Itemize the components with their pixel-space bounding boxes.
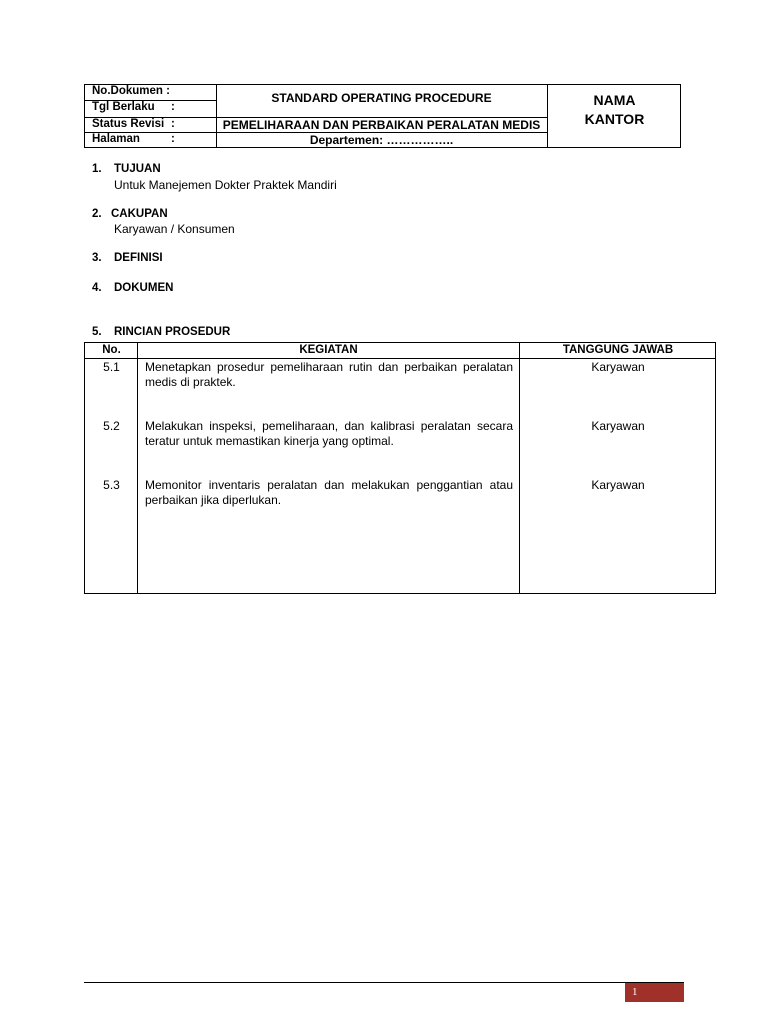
- column-header-no: No.: [102, 344, 121, 356]
- office-name-line2: KANTOR: [584, 111, 645, 127]
- procedure-table: [84, 342, 716, 594]
- row-tanggung-jawab: Karyawan: [591, 360, 645, 374]
- row-kegiatan: Memonitor inventaris peralatan dan melakukan penggantian atau perbaikan jika diperlukan.: [145, 478, 513, 507]
- document-subtitle: PEMELIHARAAN DAN PERBAIKAN PERALATAN MEDIS: [222, 118, 541, 132]
- row-kegiatan: Melakukan inspeksi, pemeliharaan, dan kalibrasi peralatan secara teratur untuk memastikan kinerja yang optimal.: [145, 419, 513, 448]
- page-number-badge: [625, 983, 684, 1002]
- table-column-divider: [137, 343, 138, 593]
- section-body-cakupan: Karyawan / Konsumen: [114, 222, 235, 236]
- row-kegiatan: Menetapkan prosedur pemeliharaan rutin dan perbaikan peralatan medis di praktek.: [145, 360, 513, 389]
- section-number: 2.: [92, 208, 102, 220]
- section-number: 5.: [92, 326, 102, 338]
- department-field: Departemen: ……………..: [309, 133, 454, 147]
- row-number: 5.1: [103, 360, 120, 374]
- column-header-kegiatan: KEGIATAN: [299, 344, 358, 356]
- column-header-tanggung-jawab: TANGGUNG JAWAB: [562, 344, 674, 356]
- document-title: STANDARD OPERATING PROCEDURE: [271, 91, 492, 105]
- meta-colon: :: [171, 101, 175, 113]
- row-number: 5.2: [103, 419, 120, 433]
- section-body-tujuan: Untuk Manejemen Dokter Praktek Mandiri: [114, 178, 337, 192]
- section-number: 4.: [92, 282, 102, 294]
- meta-no-dokumen: No.Dokumen :: [92, 85, 170, 97]
- page-number: 1: [632, 986, 638, 998]
- footer-rule: [84, 982, 684, 983]
- meta-tgl-berlaku: Tgl Berlaku: [92, 101, 155, 113]
- section-title-definisi: DEFINISI: [114, 252, 163, 264]
- row-tanggung-jawab: Karyawan: [591, 419, 645, 433]
- section-title-rincian-prosedur: RINCIAN PROSEDUR: [114, 326, 231, 338]
- meta-status-revisi: Status Revisi: [92, 118, 165, 130]
- row-tanggung-jawab: Karyawan: [591, 478, 645, 492]
- office-name-line1: NAMA: [593, 92, 636, 108]
- table-column-divider: [519, 343, 520, 593]
- section-title-tujuan: TUJUAN: [114, 163, 161, 175]
- section-title-dokumen: DOKUMEN: [114, 282, 174, 294]
- row-number: 5.3: [103, 478, 120, 492]
- section-number: 3.: [92, 252, 102, 264]
- meta-colon: :: [171, 118, 175, 130]
- section-number: 1.: [92, 163, 102, 175]
- meta-halaman: Halaman: [92, 133, 140, 145]
- table-header-line: [85, 358, 715, 359]
- meta-colon: :: [171, 133, 175, 145]
- section-title-cakupan: CAKUPAN: [111, 208, 168, 220]
- sop-header-table: [84, 84, 681, 148]
